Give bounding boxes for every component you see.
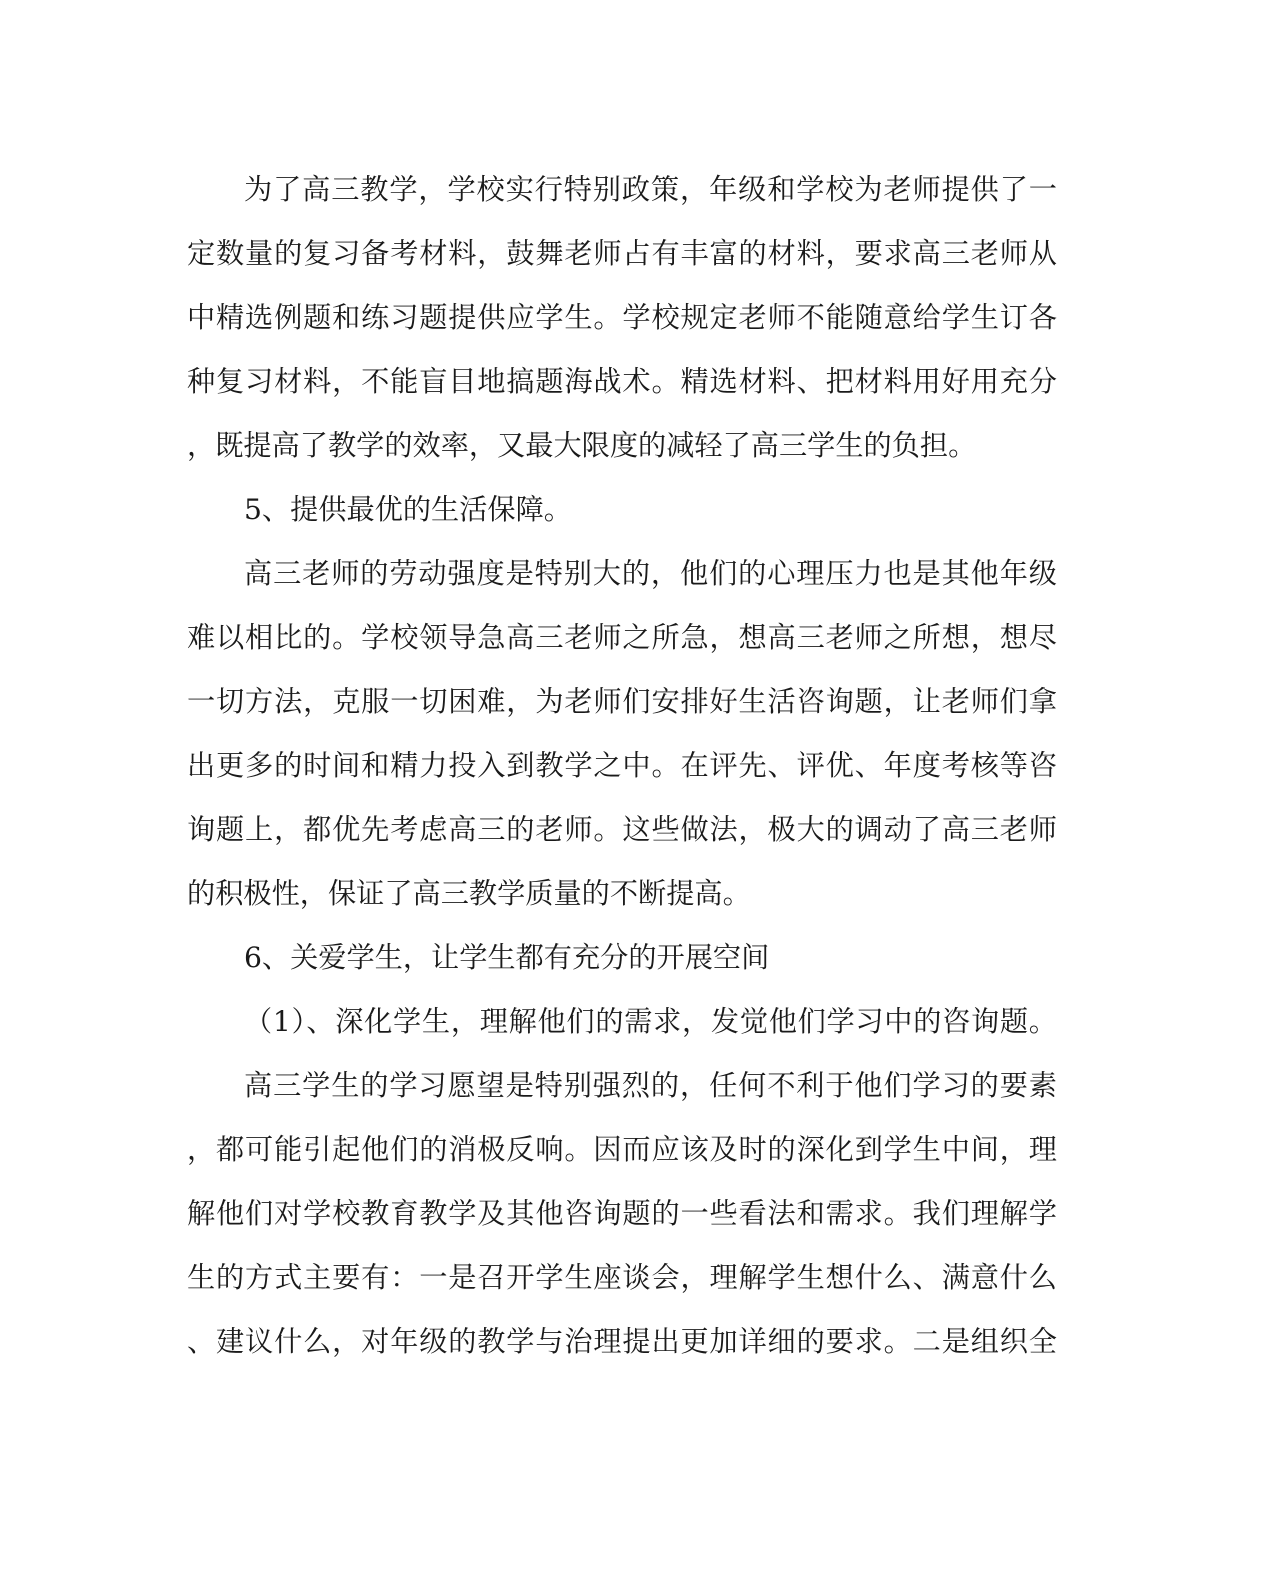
text-line: 出更多的时间和精力投入到教学之中。在评先、评优、年度考核等咨 [187, 749, 1057, 782]
text-line: 难以相比的。学校领导急高三老师之所急，想高三老师之所想，想尽 [187, 621, 1057, 654]
text-line: 询题上，都优先考虑高三的老师。这些做法，极大的调动了高三老师 [187, 813, 1057, 846]
text-line: 的积极性，保证了高三教学质量的不断提高。 [187, 877, 751, 910]
text-line: 为了高三教学，学校实行特别政策，年级和学校为老师提供了一 [244, 173, 1057, 206]
text-line: 、建议什么，对年级的教学与治理提出更加详细的要求。二是组织全 [187, 1325, 1057, 1358]
text-line: 种复习材料，不能盲目地搞题海战术。精选材料、把材料用好用充分 [187, 365, 1057, 398]
section-heading: 6、关爱学生，让学生都有充分的开展空间 [244, 941, 770, 974]
section-heading: 5、提供最优的生活保障。 [244, 493, 572, 526]
text-line: 高三老师的劳动强度是特别大的，他们的心理压力也是其他年级 [244, 557, 1057, 590]
subsection-heading: （1）、深化学生，理解他们的需求，发觉他们学习中的咨询题。 [244, 1005, 1057, 1038]
text-line: 定数量的复习备考材料，鼓舞老师占有丰富的材料，要求高三老师从 [187, 237, 1057, 270]
text-line: 生的方式主要有：一是召开学生座谈会，理解学生想什么、满意什么 [187, 1261, 1057, 1294]
text-line: ，既提高了教学的效率，又最大限度的减轻了高三学生的负担。 [187, 429, 977, 462]
text-line: 解他们对学校教育教学及其他咨询题的一些看法和需求。我们理解学 [187, 1197, 1057, 1230]
text-line: 高三学生的学习愿望是特别强烈的，任何不利于他们学习的要素 [244, 1069, 1057, 1102]
text-line: 一切方法，克服一切困难，为老师们安排好生活咨询题，让老师们拿 [187, 685, 1057, 718]
text-line: ，都可能引起他们的消极反响。因而应该及时的深化到学生中间，理 [187, 1133, 1057, 1166]
text-line: 中精选例题和练习题提供应学生。学校规定老师不能随意给学生订各 [187, 301, 1057, 334]
